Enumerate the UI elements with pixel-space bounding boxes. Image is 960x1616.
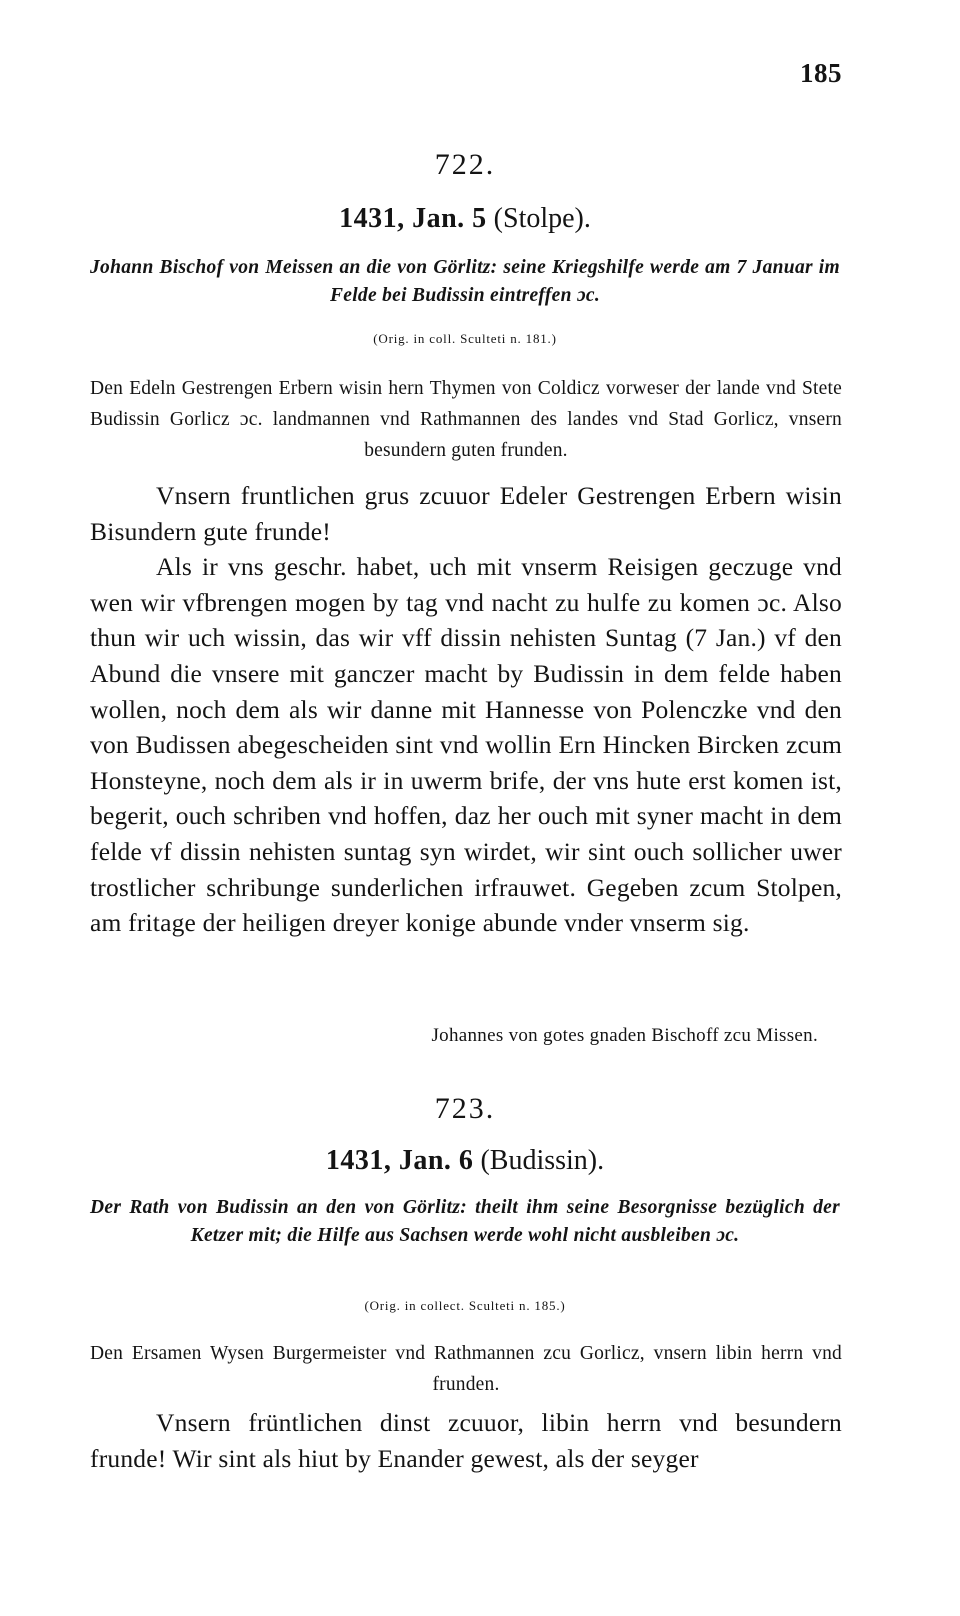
entry-number: 723. [434, 1092, 496, 1125]
paragraph: Vnsern früntlichen dinst zcuuor, libin herrn vnd besundern frunde! Wir sint als hiut by Enander gewest, als der seyger [90, 1408, 842, 1473]
entry-date-year: 1431, Jan. 5 [339, 203, 487, 234]
entry-date [0, 1145, 930, 1177]
entry-date-year: 1431, Jan. 6 [325, 1145, 474, 1176]
letter-body [90, 1405, 842, 1476]
entry-date-place: (Stolpe). [493, 203, 591, 234]
signature: Johannes von gotes gnaden Bischoff zcu Missen. [431, 1025, 818, 1046]
source-reference: (Orig. in collect. Sculteti n. 185.) [364, 1298, 566, 1313]
regest: Der Rath von Budissin an den von Görlitz: theilt ihm seine Besorgnisse bezüglich der Ketzer mit; die Hilfe aus Sachsen werde wohl nicht ausbleiben ɔc. [90, 1197, 840, 1246]
paragraph: Als ir vns geschr. habet, uch mit vnserm Reisigen geczuge vnd wen wir vfbrengen mogen by tag vnd nacht zu hulfe zu komen ɔc. Also thun wir uch wissin, das wir vff dissin nehisten Suntag (7 Jan.) vf den Abund die vnsere mit ganczer macht by Budissin in dem felde haben wollen, noch dem als wir danne mit Hannesse von Polenczke vnd den von Budissen abegescheiden sint vnd wollin Ern Hincken Bircken zcum Honsteyne, noch dem als ir in uwerm brife, der vns hute erst komen ist, begerit, ouch schriben vnd hoffen, daz her ouch mit syner macht in dem felde vf dissin nehisten suntag syn wirdet, wir sint ouch sollicher uwer trostlicher schribunge sunderlichen irfrauwet. Gegeben zcum Stolpen, am fritage der heiligen dreyer konige abunde vnder vnserm sig. [90, 552, 842, 938]
letter-body [90, 478, 842, 941]
letter-address: Den Edeln Gestrengen Erbern wisin hern Thymen von Coldicz vorweser der lande vnd Stete Budissin Gorlicz ɔc. landmannen vnd Rathmannen des landes vnd Stad Gorlicz, vnsern besundern guten frunden. [90, 378, 842, 461]
entry-number: 722. [434, 148, 496, 181]
entry-date-place: (Budissin). [480, 1145, 605, 1176]
source-reference: (Orig. in coll. Sculteti n. 181.) [373, 331, 557, 346]
page-number: 185 [800, 58, 842, 88]
letter-address: Den Ersamen Wysen Burgermeister vnd Rathmannen zcu Gorlicz, vnsern libin herrn vnd frunden. [90, 1343, 842, 1395]
entry-date [0, 203, 930, 235]
paragraph: Vnsern fruntlichen grus zcuuor Edeler Gestrengen Erbern wisin Bisundern gute frunde! [90, 481, 842, 546]
regest: Johann Bischof von Meissen an die von Görlitz: seine Kriegshilfe werde am 7 Januar im Felde bei Budissin eintreffen ɔc. [90, 257, 840, 306]
